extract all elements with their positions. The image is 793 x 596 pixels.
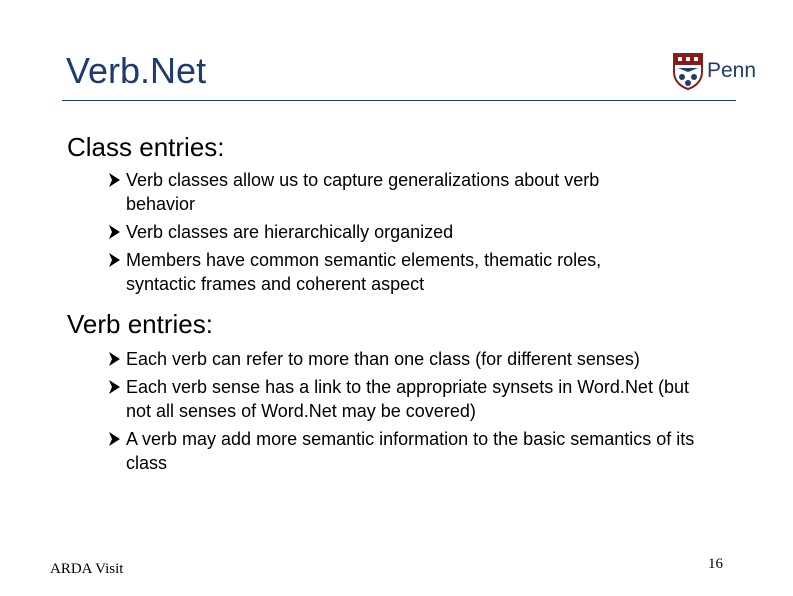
bullet-item (67, 427, 726, 475)
bullet-text: Each verb can refer to more than one class (for different senses) (126, 349, 640, 369)
arrow-bullet-icon (107, 168, 123, 192)
arrow-bullet-icon (107, 248, 123, 272)
logo-text: Penn (707, 59, 757, 82)
title-rule (62, 100, 736, 101)
arrow-bullet-icon (107, 375, 123, 399)
page-number: 16 (708, 556, 723, 572)
section-verb-entries (67, 309, 726, 479)
bullet-text: Each verb sense has a link to the appropriate synsets in Word.Net (but not all senses of Word.Net may be covered) (126, 377, 689, 421)
arrow-bullet-icon (107, 220, 123, 244)
penn-logo (672, 52, 756, 90)
bullet-item (67, 375, 726, 423)
arrow-bullet-icon (107, 347, 123, 371)
penn-shield-icon (672, 52, 704, 90)
bullet-text: Members have common semantic elements, thematic roles, syntactic frames and coherent aspect (126, 250, 602, 294)
bullet-item (67, 248, 726, 296)
bullet-item (67, 347, 726, 371)
bullet-item (67, 220, 726, 244)
footer-label: ARDA Visit (50, 561, 124, 577)
bullet-list (67, 168, 726, 296)
section-heading: Class entries: (67, 132, 225, 162)
bullet-item (67, 168, 726, 216)
bullet-list (67, 347, 726, 475)
arrow-bullet-icon (107, 427, 123, 451)
bullet-text: Verb classes are hierarchically organized (126, 222, 454, 242)
bullet-text: A verb may add more semantic information to the basic semantics of its class (126, 429, 695, 473)
section-heading: Verb entries: (67, 309, 213, 339)
bullet-text: Verb classes allow us to capture generalizations about verb behavior (126, 170, 600, 214)
slide-title: Verb.Net (66, 50, 207, 91)
section-class-entries (67, 132, 726, 300)
